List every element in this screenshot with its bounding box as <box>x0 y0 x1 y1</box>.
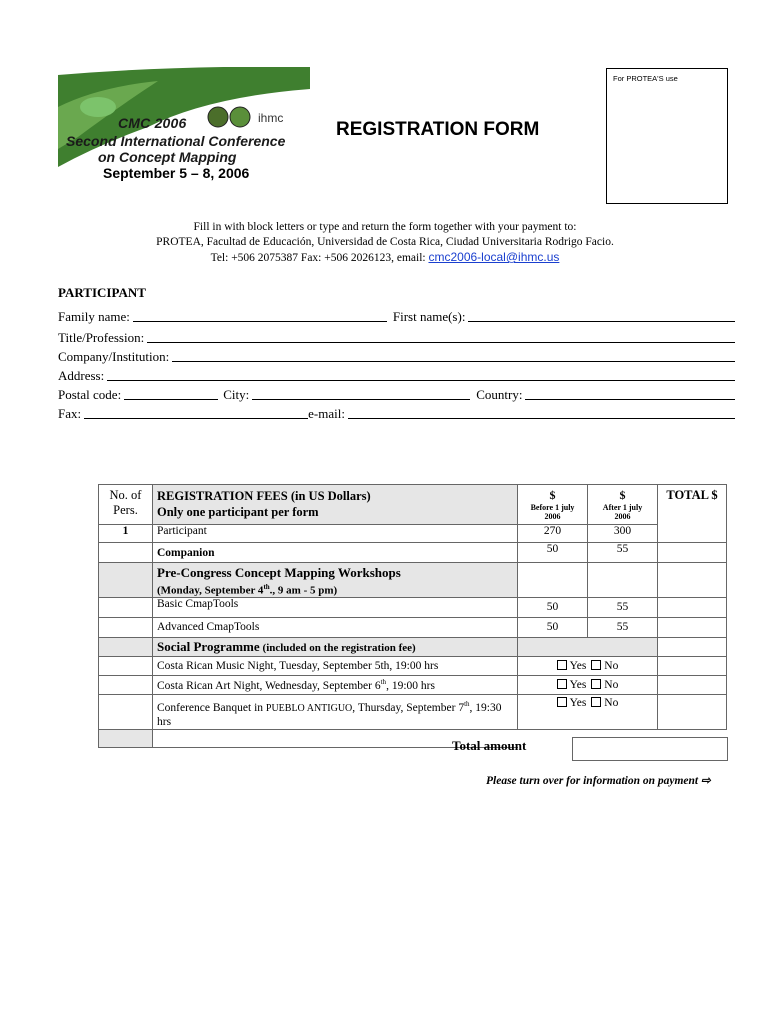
music-no-checkbox[interactable] <box>591 660 601 670</box>
banquet-no-checkbox[interactable] <box>591 697 601 707</box>
table-row <box>99 694 727 730</box>
art-no-checkbox[interactable] <box>591 679 601 689</box>
conference-dates: September 5 – 8, 2006 <box>103 165 250 181</box>
social-title: Social Programme <box>157 638 260 654</box>
yes-label: Yes <box>569 659 587 672</box>
postal-code-label: Postal code: <box>58 387 122 402</box>
advanced-count-cell[interactable] <box>99 617 153 637</box>
music-night-label: Costa Rican Music Night, Tuesday, September 5th, 19:00 hrs <box>153 656 518 675</box>
art-night-text: Costa Rican Art Night, Wednesday, September 6 <box>157 679 381 692</box>
protea-use-box <box>606 68 728 204</box>
art-night-time: , 19:00 hrs <box>386 679 435 692</box>
banquet-date: , Thursday, September 7 <box>352 701 465 714</box>
no-label: No <box>604 659 619 672</box>
fees-header-line-1: REGISTRATION FEES (in US Dollars) <box>157 489 371 503</box>
logo-subtitle-2: on Concept Mapping <box>98 149 237 165</box>
art-night-options <box>518 675 658 694</box>
fax-row <box>58 406 735 422</box>
company-row <box>58 349 735 365</box>
participant-heading: PARTICIPANT <box>58 285 146 300</box>
logo-title: CMC 2006 <box>118 115 187 131</box>
art-total-cell[interactable] <box>658 675 727 694</box>
companion-label: Companion <box>153 543 518 563</box>
banquet-yes-checkbox[interactable] <box>557 697 567 707</box>
music-yes-checkbox[interactable] <box>557 660 567 670</box>
intro-line-2: PROTEA, Facultad de Educación, Universidad de Costa Rica, Ciudad Universitaria Rodrigo Facio. <box>156 236 614 248</box>
country-label: Country: <box>476 387 523 402</box>
advanced-cmaptools-label: Advanced CmapTools <box>153 617 518 637</box>
companion-after: 55 <box>588 543 658 563</box>
banquet-time: , 19:30 hrs <box>157 701 502 729</box>
city-field[interactable] <box>252 398 470 400</box>
total-header: TOTAL $ <box>658 485 727 543</box>
workshops-heading <box>153 563 518 598</box>
no-label: No <box>604 678 619 691</box>
after-label: After 1 july 2006 <box>602 503 643 521</box>
art-yes-checkbox[interactable] <box>557 679 567 689</box>
intro-line-3 <box>0 250 770 264</box>
title-profession-field[interactable] <box>147 341 735 343</box>
empty-cell <box>658 637 727 656</box>
banquet-sup: th <box>464 699 470 708</box>
company-field[interactable] <box>172 360 735 362</box>
music-count-cell[interactable] <box>99 656 153 675</box>
no-of-persons-header: No. of Pers. <box>99 485 153 525</box>
logo-ihmc: ihmc <box>258 111 284 125</box>
fax-label: Fax: <box>58 406 82 421</box>
fees-header-line-2: Only one participant per form <box>157 505 319 519</box>
empty-cell <box>99 730 153 748</box>
participant-after: 300 <box>588 525 658 543</box>
music-night-options <box>518 656 658 675</box>
participant-label: Participant <box>153 525 518 543</box>
banquet-options <box>518 694 658 730</box>
logo-subtitle-1: Second International Conference <box>66 133 286 149</box>
after-currency: $ <box>619 488 626 502</box>
fees-header <box>153 485 518 525</box>
art-count-cell[interactable] <box>99 675 153 694</box>
first-name-field[interactable] <box>468 320 735 322</box>
before-header <box>518 485 588 525</box>
table-row <box>99 637 727 656</box>
form-title: REGISTRATION FORM <box>336 119 540 140</box>
workshops-title: Pre-Congress Concept Mapping Workshops <box>157 565 401 580</box>
fax-field[interactable] <box>84 417 308 419</box>
total-amount-label: Total amount <box>452 738 527 753</box>
total-amount-field[interactable] <box>572 737 728 761</box>
city-label: City: <box>223 387 250 402</box>
workshops-subtitle <box>157 581 513 597</box>
basic-after: 55 <box>588 597 658 617</box>
table-row <box>99 617 727 637</box>
company-label: Company/Institution: <box>58 349 170 364</box>
after-header <box>588 485 658 525</box>
companion-total-cell[interactable] <box>658 543 727 563</box>
empty-cell <box>588 563 658 598</box>
empty-cell <box>518 563 588 598</box>
banquet-text: Conference Banquet in <box>157 701 266 714</box>
email-label: e-mail: <box>308 406 345 421</box>
postal-row <box>58 387 735 403</box>
intro-line-1: Fill in with block letters or type and return the form together with your payment to: <box>193 221 577 233</box>
registration-fees-table <box>98 484 727 748</box>
title-row <box>58 330 735 346</box>
basic-cmaptools-label: Basic CmapTools <box>153 597 518 617</box>
empty-cell <box>518 637 658 656</box>
first-name-label: First name(s): <box>392 309 466 324</box>
table-row <box>99 525 727 543</box>
advanced-before: 50 <box>518 617 588 637</box>
yes-label: Yes <box>569 696 587 709</box>
workshops-date: (Monday, September 4 <box>157 584 264 597</box>
art-night-label <box>153 675 518 694</box>
music-total-cell[interactable] <box>658 656 727 675</box>
table-row <box>99 675 727 694</box>
participant-before: 270 <box>518 525 588 543</box>
family-name-label: Family name: <box>58 309 130 324</box>
family-name-field[interactable] <box>133 320 387 322</box>
empty-cell <box>658 563 727 598</box>
banquet-count-cell[interactable] <box>99 694 153 730</box>
protea-use-label: For PROTEA'S use <box>613 74 678 83</box>
workshops-sup: th <box>263 583 270 591</box>
table-row <box>99 656 727 675</box>
banquet-label <box>153 694 518 730</box>
address-field[interactable] <box>107 379 735 381</box>
table-row <box>99 597 727 617</box>
companion-before: 50 <box>518 543 588 563</box>
companion-count-cell[interactable] <box>99 543 153 563</box>
table-row <box>99 543 727 563</box>
banquet-place: PUEBLO ANTIGUO <box>265 702 353 714</box>
table-header-row <box>99 485 727 525</box>
workshops-count-cell <box>99 563 153 598</box>
email-field[interactable] <box>348 417 735 419</box>
before-currency: $ <box>549 488 556 502</box>
banquet-total-cell[interactable] <box>658 694 727 730</box>
basic-count-cell[interactable] <box>99 597 153 617</box>
name-row <box>58 309 735 325</box>
before-label: Before 1 july 2006 <box>530 503 575 521</box>
social-note: (included on the registration fee) <box>262 641 416 654</box>
social-heading <box>153 637 518 656</box>
art-night-sup: th <box>380 677 387 686</box>
yes-label: Yes <box>569 678 587 691</box>
advanced-after: 55 <box>588 617 658 637</box>
email-link[interactable]: cmc2006-local@ihmc.us <box>428 250 560 264</box>
turn-over-note: Please turn over for information on payment ⇨ <box>486 775 711 787</box>
no-label: No <box>604 696 619 709</box>
advanced-total-cell[interactable] <box>658 617 727 637</box>
workshops-time: ., 9 am - 5 pm) <box>269 584 338 597</box>
basic-total-cell[interactable] <box>658 597 727 617</box>
contact-info: Tel: +506 2075387 Fax: +506 2026123, email: <box>210 252 429 264</box>
basic-before: 50 <box>518 597 588 617</box>
postal-code-field[interactable] <box>124 398 218 400</box>
title-profession-label: Title/Profession: <box>58 330 145 345</box>
participant-count: 1 <box>99 525 153 543</box>
address-row <box>58 368 735 384</box>
social-count-cell <box>99 637 153 656</box>
country-field[interactable] <box>525 398 735 400</box>
address-label: Address: <box>58 368 105 383</box>
conference-logo <box>58 67 310 167</box>
table-row <box>99 563 727 598</box>
